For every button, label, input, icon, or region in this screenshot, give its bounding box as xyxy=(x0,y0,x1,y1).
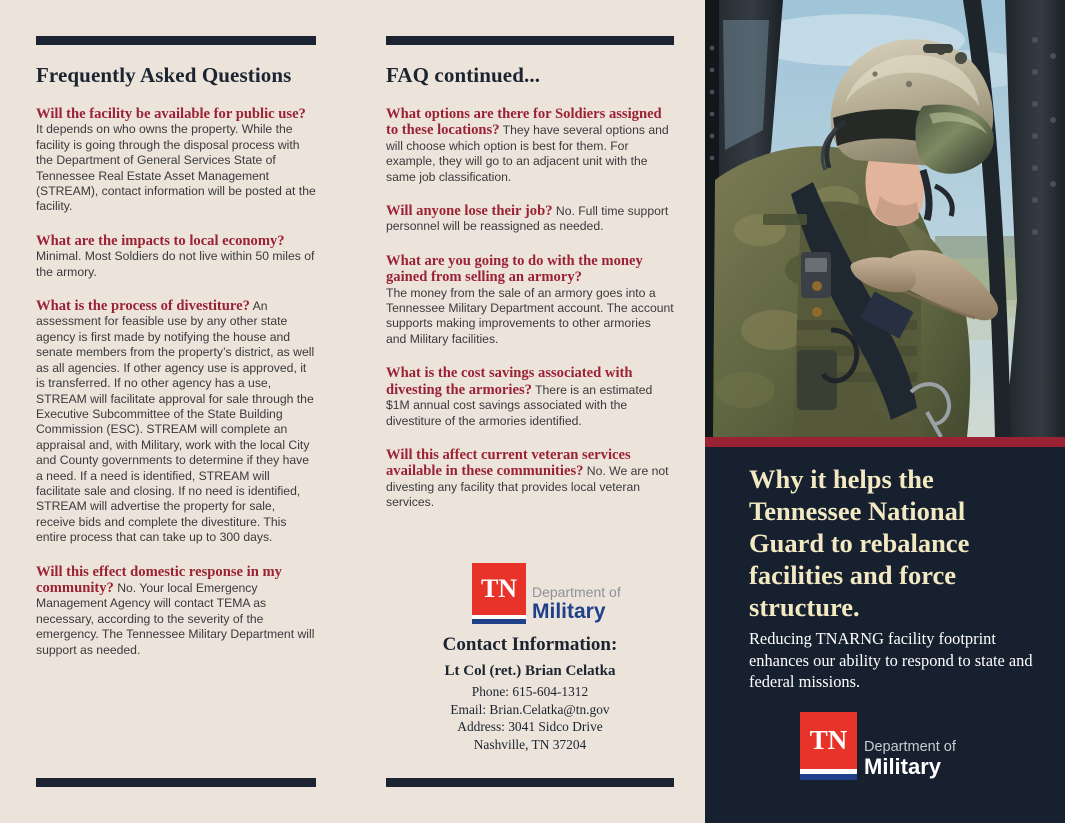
contact-information-block xyxy=(386,634,674,753)
tn-logo-branch-label: Military xyxy=(864,754,942,779)
faq-item xyxy=(36,564,316,658)
faq-answer: The money from the sale of an armory goes into a Tennessee Military Department account. The account supports making improvements to other armories and Military facilities. xyxy=(386,285,674,346)
column2-title: FAQ continued... xyxy=(386,63,541,87)
faq-answer: They have several options and will choose which option is best for them. For example, they will go to an adjacent unit with the same job classification. xyxy=(386,123,669,184)
cover-subheadline: Reducing TNARNG facility footprint enhances our ability to respond to state and federal missions. xyxy=(749,629,1033,691)
tn-logo-branch-label: Military xyxy=(532,600,606,623)
faq-column-2 xyxy=(386,0,674,823)
faq-answer: An assessment for feasible use by any other state agency is first made by notifying the house and senate members from the property’s district, as well as all agencies. If other agency use is approved, it is transferred. If no other agency has a use, STREAM will facilitate approval for sale through the Executive Subcommittee of the State Building Commission (ESC). STREAM will complete an appraisal and, with Military, work with the local City and County governments to determine if they have a need. If a need is identified, STREAM will facilitate sale and closing. If no need is identified, STREAM will advertise the property for sale, receive bids and complete the divestiture. This entire process that can take up to 300 days. xyxy=(36,299,315,545)
tn-department-of-military-logo xyxy=(800,712,956,780)
contact-phone[interactable]: Phone: 615-604-1312 xyxy=(471,684,589,699)
faq-item xyxy=(386,203,674,235)
faq-question: Will the facility be available for public use? xyxy=(36,106,306,122)
faq-question: What is the cost savings associated with divesting the armories? xyxy=(386,365,633,398)
cover-panel xyxy=(705,0,1065,823)
faq-question: What are the impacts to local economy? xyxy=(36,232,285,249)
faq-item xyxy=(386,365,674,429)
contact-address-line1: Address: 3041 Sidco Drive xyxy=(457,719,603,734)
photo-illustration xyxy=(705,0,1065,437)
tn-logo-mark xyxy=(800,712,857,780)
column2-bottom-rule xyxy=(386,778,674,787)
faq-item xyxy=(386,447,674,511)
tn-logo-blue-stripe xyxy=(472,619,526,624)
faq-item xyxy=(386,106,674,185)
contact-email[interactable]: Email: Brian.Celatka@tn.gov xyxy=(450,701,610,717)
soldier-in-helicopter-photo xyxy=(705,0,1065,437)
tn-logo-mark xyxy=(472,563,526,624)
tn-logo-department-label: Department of xyxy=(864,738,956,755)
column1-bottom-rule xyxy=(36,778,316,787)
column1-top-rule xyxy=(36,36,316,45)
contact-address-line2: Nashville, TN 37204 xyxy=(473,736,587,752)
cover-headline: Why it helps the Tennessee National Guard to rebalance facilities and force structure. xyxy=(749,464,970,622)
red-divider-bar xyxy=(705,437,1065,447)
faq-question: Will this effect domestic response in my community? xyxy=(36,563,282,596)
column1-title: Frequently Asked Questions xyxy=(36,63,292,87)
faq-question: Will this affect current veteran services available in these communities? xyxy=(386,446,631,480)
tn-department-of-military-logo xyxy=(472,563,621,624)
column2-top-rule xyxy=(386,36,674,45)
faq-answer: It depends on who owns the property. While the facility is going through the disposal process with the Department of General Services State of Tennessee Real Estate Asset Management (STREAM), contact information will be posted at the facility. xyxy=(36,122,316,214)
faq-item xyxy=(36,233,316,280)
faq-answer: No. Your local Emergency Management Agency will contact TEMA as necessary, according to the severity of the emergency. The Tennessee Military Department will support as needed. xyxy=(36,580,315,657)
faq-item xyxy=(386,253,674,347)
tn-logo-blue-stripe xyxy=(800,774,857,780)
tn-monogram: TN xyxy=(472,563,526,615)
tn-monogram: TN xyxy=(800,712,857,769)
faq-column-1 xyxy=(36,0,316,823)
contact-heading: Contact Information: xyxy=(442,634,618,655)
tn-logo-department-label: Department of xyxy=(532,584,621,600)
faq-question: Will anyone lose their job? xyxy=(386,203,553,220)
contact-name: Lt Col (ret.) Brian Celatka xyxy=(444,663,616,679)
faq-answer: No. Full time support personnel will be reassigned as needed. xyxy=(386,204,669,234)
tn-logo-wordmark xyxy=(864,740,956,781)
faq-answer: No. We are not divesting any facility that provides local veteran services. xyxy=(386,464,669,510)
faq-answer: There is an estimated $1M annual cost savings associated with the divestiture of the armories identified. xyxy=(386,382,653,428)
faq-question: What options are there for Soldiers assigned to these locations? xyxy=(386,106,662,139)
tn-logo-wordmark xyxy=(532,585,621,624)
faq-question: What is the process of divestiture? xyxy=(36,298,250,315)
faq-answer: Minimal. Most Soldiers do not live within 50 miles of the armory. xyxy=(36,249,315,279)
faq-item xyxy=(36,298,316,546)
faq-item xyxy=(36,106,316,215)
faq-question: What are you going to do with the money gained from selling an armory? xyxy=(386,252,643,286)
